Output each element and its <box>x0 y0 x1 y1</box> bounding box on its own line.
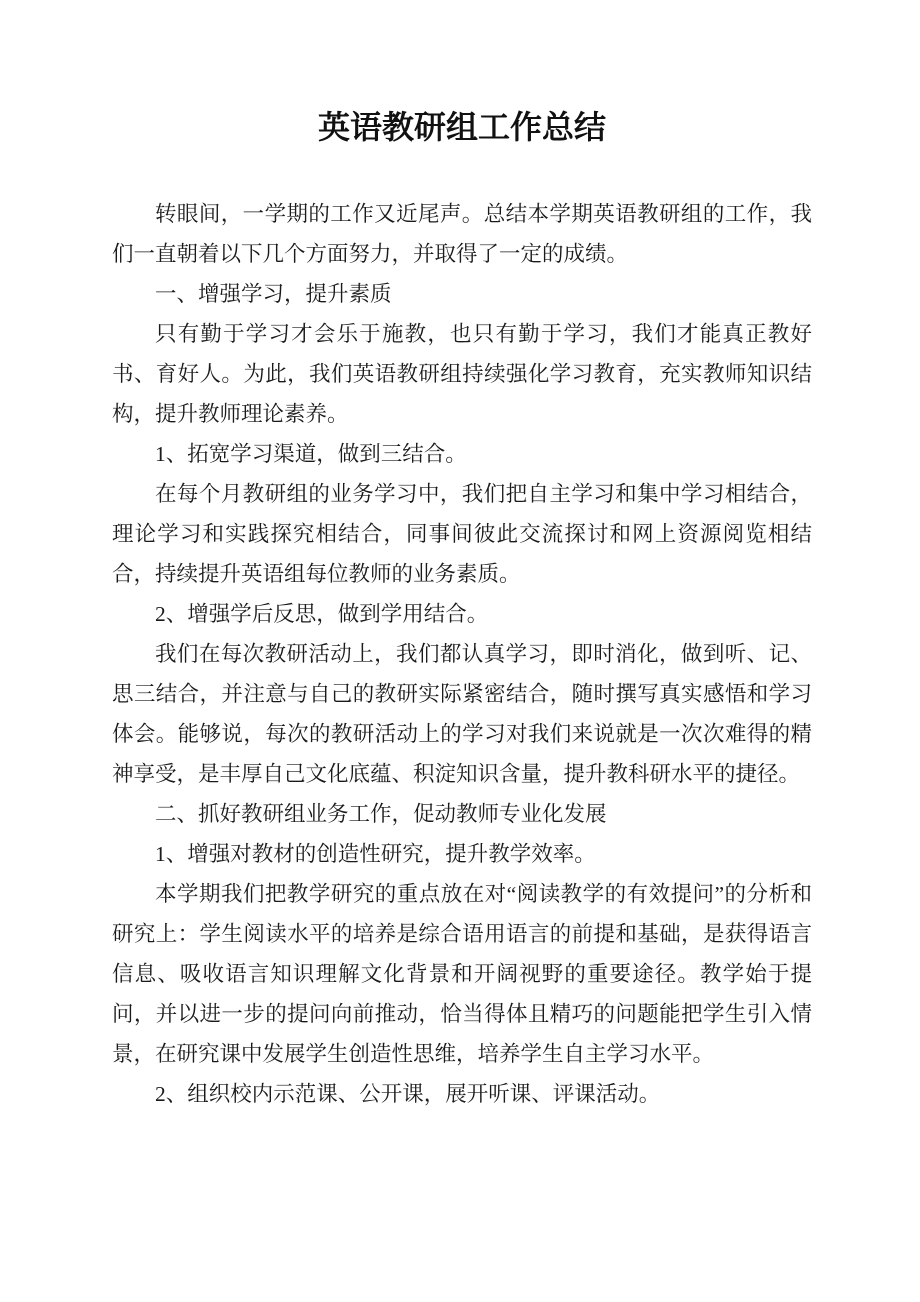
section-heading-2: 二、抓好教研组业务工作，促动教师专业化发展 <box>155 802 607 826</box>
subheading-1-2: 2、增强学后反思，做到学用结合。 <box>155 602 489 626</box>
subheading-1-1: 1、拓宽学习渠道，做到三结合。 <box>155 442 467 466</box>
paragraph-reading-research: 本学期我们把教学研究的重点放在对“阅读教学的有效提问”的分析和研究上：学生阅读水平的培养是综合语用语言的前提和基础，是获得语言信息、吸收语言知识理解文化背景和开阔视野的重要途径。教学始于提问，并以进一步的提问向前推动，恰当得体且精巧的问题能把学生引入情景，在研究课中发展学生创造性思维，培养学生自主学习水平。 <box>112 882 812 1066</box>
document-title: 英语教研组工作总结 <box>317 109 606 145</box>
paragraph-learning: 只有勤于学习才会乐于施教，也只有勤于学习，我们才能真正教好书、育好人。为此，我们英语教研组持续强化学习教育，充实教师知识结构，提升教师理论素养。 <box>112 322 812 426</box>
paragraph-intro: 转眼间，一学期的工作又近尾声。总结本学期英语教研组的工作，我们一直朝着以下几个方面努力，并取得了一定的成绩。 <box>112 202 812 266</box>
subheading-2-2: 2、组织校内示范课、公开课，展开听课、评课活动。 <box>155 1082 661 1106</box>
paragraph-channels: 在每个月教研组的业务学习中，我们把自主学习和集中学习相结合，理论学习和实践探究相结合，同事间彼此交流探讨和网上资源阅览相结合，持续提升英语组每位教师的业务素质。 <box>112 482 812 586</box>
subheading-2-1: 1、增强对教材的创造性研究，提升教学效率。 <box>155 842 596 866</box>
paragraph-reflection: 我们在每次教研活动上，我们都认真学习，即时消化，做到听、记、思三结合，并注意与自己的教研实际紧密结合，随时撰写真实感悟和学习体会。能够说，每次的教研活动上的学习对我们来说就是一次次难得的精神享受，是丰厚自己文化底蕴、积淀知识含量，提升教科研水平的捷径。 <box>112 642 812 786</box>
section-heading-1: 一、增强学习，提升素质 <box>155 282 392 306</box>
